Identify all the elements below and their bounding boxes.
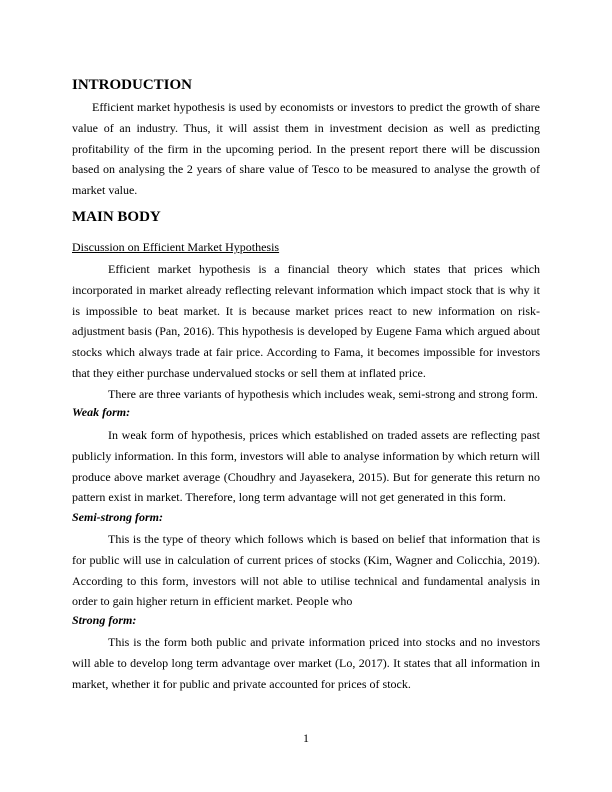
efficient-market-subheading: Discussion on Efficient Market Hypothesis	[72, 240, 280, 254]
variants-paragraph: There are three variants of hypothesis which includes weak, semi-strong and strong form.	[108, 387, 538, 401]
semi-strong-form-paragraph: This is the type of theory which follows which is based on belief that information that is for public will use in calculation of current prices of stocks (Kim, Wagner and Colicchia, 2019). According to this form, investors will not able to utilise technical and fundamental analysis in order to gain higher return in efficient market. People who	[72, 532, 540, 609]
semi-strong-form-heading: Semi-strong form:	[72, 510, 164, 524]
page-number: 1	[303, 731, 309, 745]
strong-form-paragraph: This is the form both public and private information priced into stocks and no investors will able to develop long term advantage over market (Lo, 2017). It states that all information in market, whether it for public and private accounted for prices of stock.	[72, 635, 540, 691]
weak-form-paragraph: In weak form of hypothesis, prices which established on traded assets are reflecting past publicly information. In this form, investors will able to analyse information by which return will produce above market average (Choudhry and Jayasekera, 2015). But for generate this return no pattern exist in market. Therefore, long term advantage will not get generated in this form.	[72, 428, 540, 505]
weak-form-heading: Weak form:	[72, 405, 131, 419]
strong-form-heading: Strong form:	[72, 613, 137, 627]
introduction-heading: INTRODUCTION	[72, 77, 193, 93]
introduction-paragraph: Efficient market hypothesis is used by economists or investors to predict the growth of share value of an industry. Thus, it will assist them in investment decision as well as predicting profitability of the firm in the upcoming period. In the present report there will be discussion based on analysing the 2 years of share value of Tesco to be measured to analyse the growth of market value.	[72, 100, 540, 198]
main-body-heading: MAIN BODY	[72, 209, 161, 225]
emh-definition-paragraph: Efficient market hypothesis is a financial theory which states that prices which incorporated in market already reflecting relevant information which impact stock that is why it is impossible to beat market. It is because market prices react to new information on risk-adjustment basis (Pan, 2016). This hypothesis is developed by Eugene Fama which argued about stocks which always trade at fair price. According to Fama, it becomes impossible for investors that they either purchase undervalued stocks or sell them at inflated price.	[72, 262, 540, 380]
